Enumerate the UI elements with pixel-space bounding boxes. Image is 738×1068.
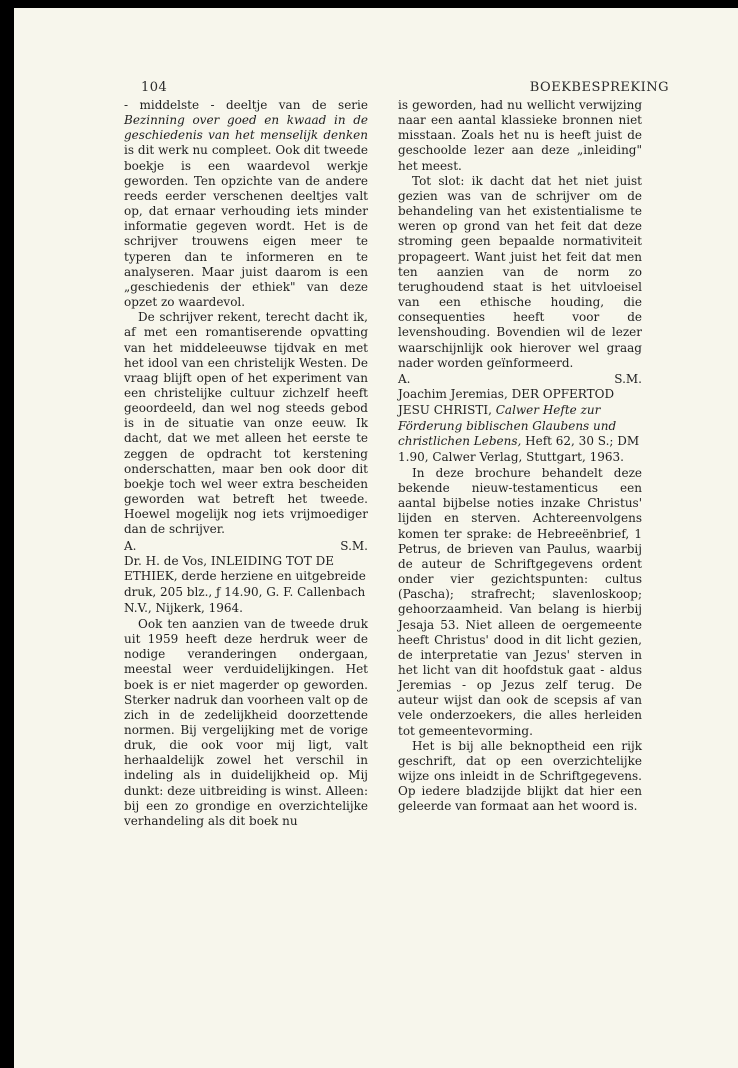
page-number: 104: [141, 80, 168, 95]
left-column: [124, 98, 368, 829]
book-reference: Joachim Jeremias, DER OPFERTOD JESU CHRISTI, Calwer Hefte zur Förderung biblischen Glaubens und christlichen Lebens, Heft 62, 30 S.; DM 1.90, Calwer Verlag, Stuttgart, 1963.: [398, 386, 640, 465]
review-paragraph: Ook ten aanzien van de tweede druk uit 1959 heeft deze herdruk weer de nodige veranderingen ondergaan, meestal weer verduidelijkingen. Het boek is er niet magerder op geworden. Sterker nadruk dan voorheen valt op de zich in de zedelijkheid doorzettende normen. Bij vergelijking met de vorige druk, die ook voor mij ligt, valt herhaaldelijk zowel het verschil in indeling als in duidelijkheid op. Mij dunkt: deze uitbreiding is winst. Alleen: bij een zo grondige en overzichtelijke verhandeling als dit boek nu: [124, 616, 368, 828]
series-title: Bezinning over goed en kwaad in de geschiedenis van het menselijk denken: [124, 113, 368, 143]
review-paragraph: Tot slot: ik dacht dat het niet juist gezien was van de schrijver om de behandeling van het existentialisme te weren op grond van het feit dat deze stroming geen bepaalde normativiteit propageert. Want juist het feit dat men ten aanzien van de norm zo terughoudend staat is het uitvloeisel van een ethische houding, die consequenties heeft voor de levenshouding. Bovendien wil de lezer waarschijnlijk ook hierover wel graag nader worden geïnformeerd.: [398, 173, 642, 370]
review-paragraph-continued: - middelste - deeltje van de serie Bezinning over goed en kwaad in de geschiedenis van het menselijk denken is dit werk nu compleet. Ook dit tweede boekje is een waardevol werkje geworden. Ten opzichte van de andere reeds eerder verschenen deeltjes valt op, dat ernaar verhouding iets minder informatie gegeven wordt. Het is de schrijver trouwens eigen meer te typeren dan te informeren en te analyseren. Maar juist daarom is een „geschiedenis der ethiek" van deze opzet zo waardevol.: [124, 98, 368, 310]
running-head: BOEKBESPREKING: [529, 80, 669, 95]
review-paragraph: Het is bij alle beknoptheid een rijk geschrift, dat op een overzichtelijke wijze ons inleidt in de Schriftgegevens. Op iedere bladzijde blijkt dat hier een geleerde van formaat aan het woord is.: [398, 738, 642, 814]
right-column: [398, 98, 642, 815]
review-paragraph-continued: is geworden, had nu wellicht verwijzing naar een aantal klassieke bronnen niet misstaan. Zoals het nu is heeft juist de geschoolde lezer aan deze „inleiding" het meest.: [398, 98, 642, 173]
review-signature: A. S.M.: [398, 371, 642, 386]
review-paragraph: De schrijver rekent, terecht dacht ik, af met een romantiserende opvatting van het middeleeuwse tijdvak en met het idool van een christelijk Westen. De vraag blijft open of het experiment van een christelijke cultuur zichzelf heeft geoordeeld, dan wel nog steeds gebod is in de situatie van onze eeuw. Ik dacht, dat we met alleen het eerste te zeggen de opdracht tot kerstening onderschatten, maar ben ook door dit boekje toch wel weer extra bescheiden geworden wat betreft het tweede. Hoewel mogelijk nog iets vrijmoediger dan de schrijver.: [124, 310, 368, 537]
review-paragraph: In deze brochure behandelt deze bekende nieuw-testamenticus een aantal bijbelse noties inzake Christus' lijden en sterven. Achtereenvolgens komen ter sprake: de Hebreeënbrief, 1 Petrus, de brieven van Paulus, waarbij de auteur de Schriftgegevens ordent onder vier gezichtspunten: cultus (Pascha); strafrecht; slavenloskoop; gehoorzaamheid. Van belang is hierbij Jesaja 53. Niet alleen de oergemeente heeft Christus' dood in dit licht gezien, de interpretatie van Jezus' sterven in het licht van dit hoofdstuk gaat - aldus Jeremias - op Jezus zelf terug. De auteur wijst dan ook de scepsis af van vele onderzoekers, die alles herleiden tot gemeentevorming.: [398, 465, 642, 738]
review-signature: A. S.M.: [124, 538, 368, 553]
book-reference: Dr. H. de Vos, INLEIDING TOT DE ETHIEK, derde herziene en uitgebreide druk, 205 blz., ƒ 14.90, G. F. Callenbach N.V., Nijkerk, 1964.: [124, 553, 366, 616]
series-title: Calwer Hefte zur Förderung biblischen Glaubens und christlichen Lebens,: [398, 402, 617, 449]
